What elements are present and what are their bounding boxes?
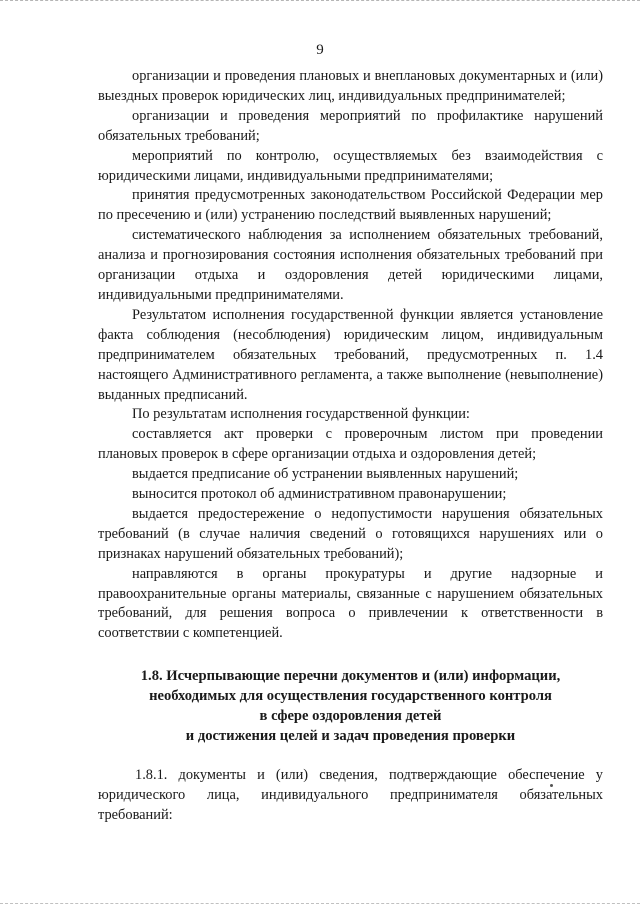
top-scan-edge <box>0 0 640 2</box>
document-body <box>98 67 603 826</box>
paragraph-6: Результатом исполнения государственной функции является установление факта соблюдения (несоблюдения) юридическим лицом, индивидуальным предпринимателем обязательных требований, предусмотренных п. 1.4 настоящего Административного регламента, а также выполнение (невыполнение) выданных предписаний. <box>98 306 603 403</box>
subsection-paragraph: 1.8.1. документы и (или) сведения, подтверждающие обеспечение у юридического лица, индивидуального предпринимателя обязательных требований: <box>98 767 603 824</box>
paragraph-2: организации и проведения мероприятий по профилактике нарушений обязательных требований; <box>98 107 603 144</box>
scan-speck <box>550 784 553 787</box>
paragraph-3: мероприятий по контролю, осуществляемых без взаимодействия с юридическими лицами, индивидуальными предпринимателями; <box>98 147 603 184</box>
paragraph-8: составляется акт проверки с проверочным листом при проведении плановых проверок в сфере организации отдыха и оздоровления детей; <box>98 426 603 463</box>
paragraph-12: направляются в органы прокуратуры и другие надзорные и правоохранительные органы материалы, связанные с нарушением обязательных требований, для решения вопроса о привлечении к ответственности в соответствии с компетенцией. <box>98 565 603 642</box>
section-heading <box>98 666 603 746</box>
paragraph-11: выдается предостережение о недопустимости нарушения обязательных требований (в случае наличия сведений о готовящихся нарушениях или о признаках нарушений обязательных требований); <box>98 505 603 562</box>
page-number: 9 <box>316 42 324 58</box>
paragraph-1: организации и проведения плановых и внеплановых документарных и (или) выездных проверок юридических лиц, индивидуальных предпринимателей; <box>98 68 603 104</box>
section-heading-line-4: и достижения целей и задач проведения проверки <box>185 728 516 745</box>
section-heading-line-3: в сфере оздоровления детей <box>259 708 442 725</box>
section-heading-line-2: необходимых для осуществления государственного контроля <box>149 688 552 705</box>
paragraph-10: выносится протокол об административном правонарушении; <box>132 486 507 503</box>
section-heading-line-1: 1.8. Исчерпывающие перечни документов и (или) информации, <box>140 668 561 685</box>
paragraph-5: систематического наблюдения за исполнением обязательных требований, анализа и прогнозирования состояния исполнения обязательных требований при организации отдыха и оздоровления детей юридическими лицами, индивидуальными предпринимателями. <box>98 227 603 303</box>
paragraph-4: принятия предусмотренных законодательством Российской Федерации мер по пресечению и (или) устранению последствий выявленных нарушений; <box>98 187 603 224</box>
paragraph-9: выдается предписание об устранении выявленных нарушений; <box>132 466 519 483</box>
paragraph-7: По результатам исполнения государственной функции: <box>132 406 470 423</box>
